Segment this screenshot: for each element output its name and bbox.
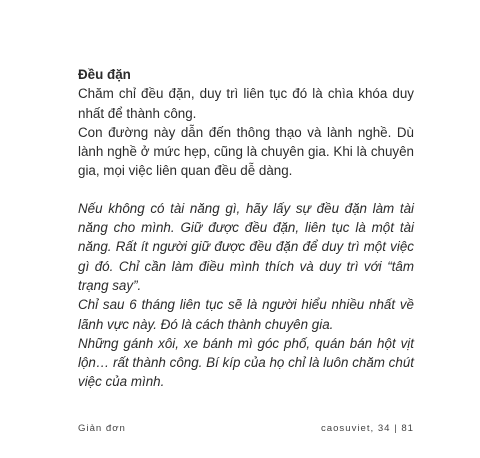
section-heading: Đều đặn bbox=[78, 67, 131, 82]
italic-paragraph: Chỉ sau 6 tháng liên tục sẽ là người hiểu nhiều nhất về lãnh vực này. Đó là cách thành chuyên gia. bbox=[78, 297, 414, 332]
footer-book-title: Giản đơn bbox=[78, 423, 126, 434]
page-content bbox=[78, 65, 414, 392]
paragraph: Chăm chỉ đều đặn, duy trì liên tục đó là chìa khóa duy nhất để thành công. bbox=[78, 86, 414, 121]
italic-block bbox=[78, 199, 414, 392]
paragraph: Con đường này dẫn đến thông thạo và lành nghề. Dù lành nghề ở mức hẹp, cũng là chuyên gia. Khi là chuyên gia, mọi việc liên quan đều dễ dàng. bbox=[78, 124, 414, 179]
italic-paragraph: Nếu không có tài năng gì, hãy lấy sự đều đặn làm tài năng cho mình. Giữ được đều đặn, liên tục là một tài năng. Rất ít người giữ được đều đặn để duy trì một việc gì đó. Chỉ cần làm điều mình thích và duy trì với “tâm trạng say”. bbox=[78, 200, 414, 293]
italic-paragraph: Những gánh xôi, xe bánh mì góc phố, quán bán hột vịt lộn… rất thành công. Bí kíp của họ chỉ là luôn chăm chút việc của mình. bbox=[78, 335, 414, 390]
footer-page-number: caosuviet, 34 | 81 bbox=[320, 423, 414, 434]
